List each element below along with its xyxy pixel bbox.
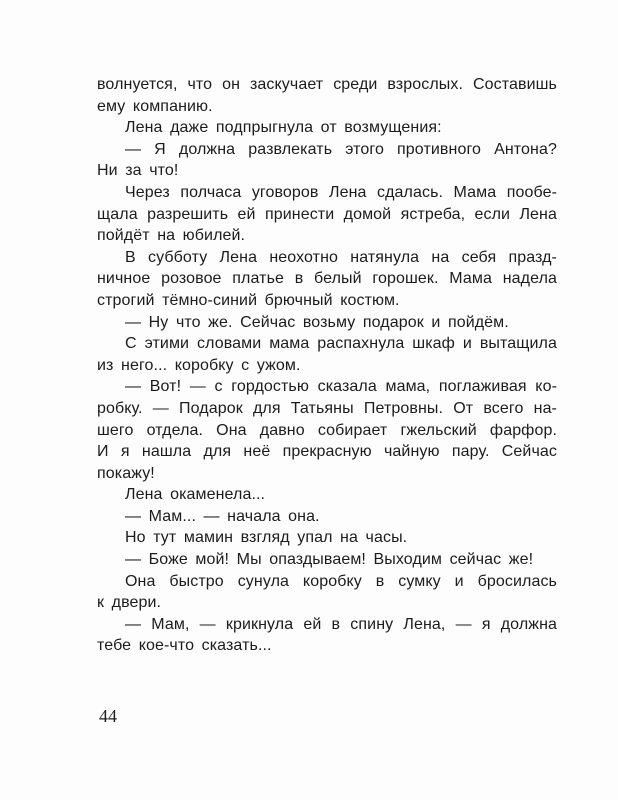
text-line: В субботу Лена неохотно натянула на себя празд-: [125, 248, 557, 266]
text-line: Лена даже подпрыгнула от возмущения:: [125, 119, 442, 137]
paragraph: [97, 549, 557, 571]
text-line: Лена окаменела...: [125, 486, 266, 504]
text-line: — Мам... — начала она.: [125, 507, 320, 525]
text-line: С этими словами мама распахнула шкаф и вытащила: [125, 335, 557, 353]
paragraph: [97, 571, 557, 614]
text-line: покажу!: [97, 464, 155, 482]
text-line: ему компанию.: [97, 97, 213, 115]
paragraph: [97, 312, 557, 334]
page-text: [97, 74, 557, 657]
text-line: — Ну что же. Сейчас возьму подарок и пойдём.: [125, 313, 509, 331]
text-line: Ни за что!: [97, 162, 179, 180]
text-line: Она быстро сунула коробку в сумку и бросилась: [125, 572, 557, 590]
paragraph: [97, 484, 557, 506]
text-line: к двери.: [97, 594, 162, 612]
text-line: — Мам, — крикнула ей в спину Лена, — я должна: [125, 615, 557, 633]
text-line: — Вот! — с гордостью сказала мама, поглаживая ко-: [125, 378, 557, 396]
paragraph: [97, 614, 557, 657]
text-line: И я нашла для неё прекрасную чайную пару. Сейчас: [97, 443, 557, 461]
paragraph: [97, 182, 557, 247]
text-line: волнуется, что он заскучает среди взрослых. Составишь: [97, 76, 557, 93]
paragraph: [97, 527, 557, 549]
text-line: — Боже мой! Мы опаздываем! Выходим сейчас же!: [125, 551, 534, 569]
paragraph: [97, 506, 557, 528]
text-line: из него... коробку с ужом.: [97, 356, 301, 374]
text-line: Но тут мамин взгляд упал на часы.: [125, 529, 408, 547]
text-line: ничное розовое платье в белый горошек. Мама надела: [97, 270, 557, 288]
text-line: робку. — Подарок для Татьяны Петровны. От всего на-: [97, 399, 557, 417]
paragraph: [97, 376, 557, 484]
text-line: Через полчаса уговоров Лена сдалась. Мама пообе-: [125, 183, 557, 201]
text-line: строгий тёмно-синий брючный костюм.: [97, 291, 400, 309]
page-number: 44: [99, 706, 117, 726]
text-line: тебе кое-что сказать...: [97, 637, 272, 655]
text-line: шего отдела. Она давно собирает гжельский фарфор.: [97, 421, 557, 439]
paragraph: [97, 74, 557, 117]
paragraph: [97, 139, 557, 182]
text-line: пойдёт на юбилей.: [97, 227, 246, 245]
text-line: — Я должна развлекать этого противного Антона?: [125, 140, 557, 158]
paragraph: [97, 247, 557, 312]
paragraph: [97, 117, 557, 139]
text-line: щала разрешить ей принести домой ястреба, если Лена: [97, 205, 557, 223]
paragraph: [97, 333, 557, 376]
